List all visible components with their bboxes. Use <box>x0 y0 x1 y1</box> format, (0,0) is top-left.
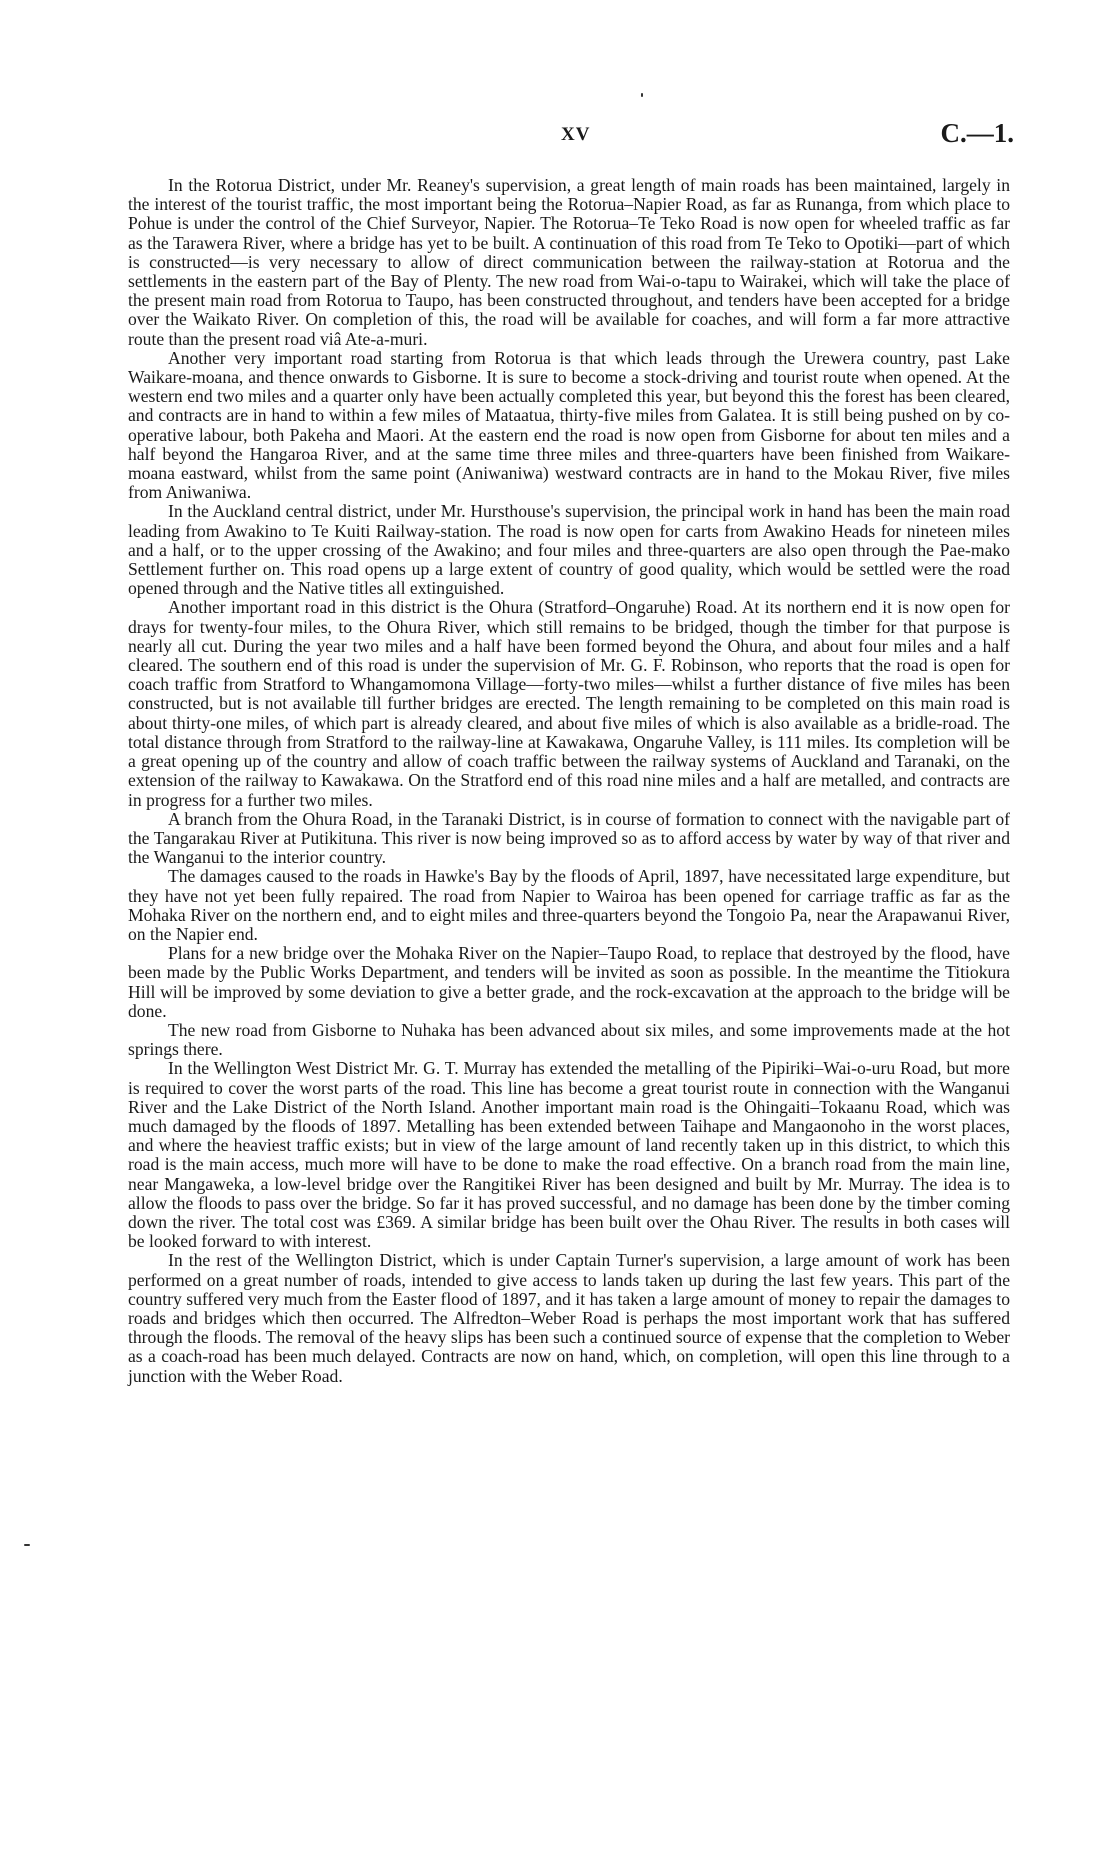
paragraph-ohura-branch: A branch from the Ohura Road, in the Taranaki District, is in course of formation to connect with the navigable part of the Tangarakau River at Putikituna. This river is now being improved so as to afford access by water by way of that river and the Wanganui to the interior country. <box>128 808 1010 868</box>
body-text <box>128 176 1010 1386</box>
scan-speck <box>641 93 643 97</box>
paragraph-mohaka-bridge: Plans for a new bridge over the Mohaka River on the Napier–Taupo Road, to replace that destroyed by the flood, have been made by the Public Works Department, and tenders will be invited as soon as possible. In the meantime the Titiokura Hill will be improved by some deviation to give a better grade, and the rock-excavation at the approach to the bridge will be done. <box>128 943 1010 1021</box>
page-number: XV <box>561 124 591 145</box>
paragraph-hawkes-bay: The damages caused to the roads in Hawke's Bay by the floods of April, 1897, have necessitated large expenditure, but they have not yet been fully repaired. The road from Napier to Wairoa has been opened for carriage traffic as far as the Mohaka River on the northern end, and to eight miles and three-quarters beyond the Tongoio Pa, near the Arapawanui River, on the Napier end. <box>128 866 1010 944</box>
paragraph-gisborne-nuhaka: The new road from Gisborne to Nuhaka has been advanced about six miles, and some improvements made at the hot springs there. <box>128 1019 1010 1060</box>
paragraph-wellington-district: In the rest of the Wellington District, which is under Captain Turner's supervision, a large amount of work has been performed on a great number of roads, intended to give access to lands taken up during the last few years. This part of the country suffered very much from the Easter flood of 1897, and it has taken a large amount of money to repair the damages to roads and bridges which then occurred. The Alfredton–Weber Road is perhaps the most important work that has suffered through the floods. The removal of the heavy slips has been such a continued source of expense that the completion to Weber as a coach-road has been much delayed. Contracts are now on hand, which, on completion, will open this line through to a junction with the Weber Road. <box>128 1250 1010 1386</box>
document-id: C.—1. <box>940 118 1014 148</box>
paragraph-ohura-road: Another important road in this district is the Ohura (Stratford–Ongaruhe) Road. At its northern end it is now open for drays for twenty-four miles, to the Ohura River, which still remains to be bridged, though the timber for that purpose is nearly all cut. During the year two miles and a half have been formed beyond the Ohura, and about four miles and a half cleared. The southern end of this road is under the supervision of Mr. G. F. Robinson, who reports that the road is open for coach traffic from Stratford to Whangamomona Village—forty-two miles—whilst a further distance of five miles has been constructed, but is not available till further bridges are erected. The length remaining to be completed on this main road is about thirty-one miles, of which part is already cleared, and about five miles of which is also available as a bridle-road. The total distance through from Stratford to the railway-line at Kawakawa, Ongaruhe Valley, is 111 miles. Its completion will be a great opening up of the country and allow of coach traffic between the railway systems of Auckland and Taranaki, on the extension of the railway to Kawakawa. On the Stratford end of this road nine miles and a half are metalled, and contracts are in progress for a further two miles. <box>128 597 1010 810</box>
scan-speck <box>24 1544 30 1546</box>
paragraph-rotorua-district: In the Rotorua District, under Mr. Reaney's supervision, a great length of main roads has been maintained, largely in the interest of the tourist traffic, the most important being the Rotorua–Napier Road, as far as Runanga, from which place to Pohue is under the control of the Chief Surveyor, Napier. The Rotorua–Te Teko Road is now open for wheeled traffic as far as the Tarawera River, where a bridge has yet to be built. A continuation of this road from Te Teko to Opotiki—part of which is constructed—is very necessary to allow of direct communication between the railway-station at Rotorua and the settlements in the eastern part of the Bay of Plenty. The new road from Wai-o-tapu to Wairakei, which will take the place of the present main road from Rotorua to Taupo, has been constructed throughout, and tenders have been accepted for a bridge over the Waikato River. On completion of this, the road will be available for coaches, and will form a far more attractive route than the present road viâ Ate-a-muri. <box>128 175 1010 349</box>
paragraph-auckland-central: In the Auckland central district, under Mr. Hursthouse's supervision, the principal work in hand has been the main road leading from Awakino to Te Kuiti Railway-station. The road is now open for carts from Awakino Heads for nineteen miles and a half, or to the upper crossing of the Awakino; and four miles and three-quarters are also open through the Pae-mako Settlement further on. This road opens up a large extent of country of good quality, which would be settled were the road opened through and the Native titles all extinguished. <box>128 501 1010 599</box>
paragraph-wellington-west: In the Wellington West District Mr. G. T. Murray has extended the metalling of the Pipiriki–Wai-o-uru Road, but more is required to cover the worst parts of the road. This line has become a great tourist route in connection with the Wanganui River and the Lake District of the North Island. Another important main road is the Ohingaiti–Tokaanu Road, which was much damaged by the floods of 1897. Metalling has been extended between Taihape and Mangaonoho in the worst places, and where the heaviest traffic exists; but in view of the large amount of land recently taken up in this district, to which this road is the main access, much more will have to be done to make the road effective. On a branch road from the main line, near Mangaweka, a low-level bridge over the Rangitikei River has been designed and built by Mr. Murray. The idea is to allow the floods to pass over the bridge. So far it has proved successful, and no damage has been done by the timber coming down the river. The total cost was £369. A similar bridge has been built over the Ohau River. The results in both cases will be looked forward to with interest. <box>128 1058 1010 1252</box>
paragraph-urewera-road: Another very important road starting from Rotorua is that which leads through the Urewera country, past Lake Waikare-moana, and thence onwards to Gisborne. It is sure to become a stock-driving and tourist route when opened. At the western end two miles and a quarter only have been actually completed this year, but beyond this the forest has been cleared, and contracts are in hand to within a few miles of Mataatua, thirty-five miles from Galatea. It is still being pushed on by co-operative labour, both Pakeha and Maori. At the eastern end the road is now open from Gisborne for about ten miles and a half beyond the Hangaroa River, and at the same time three miles and three-quarters have been finished from Waikare-moana eastward, whilst from the same point (Aniwaniwa) westward contracts are in hand to the Mokau River, five miles from Aniwaniwa. <box>128 347 1010 503</box>
